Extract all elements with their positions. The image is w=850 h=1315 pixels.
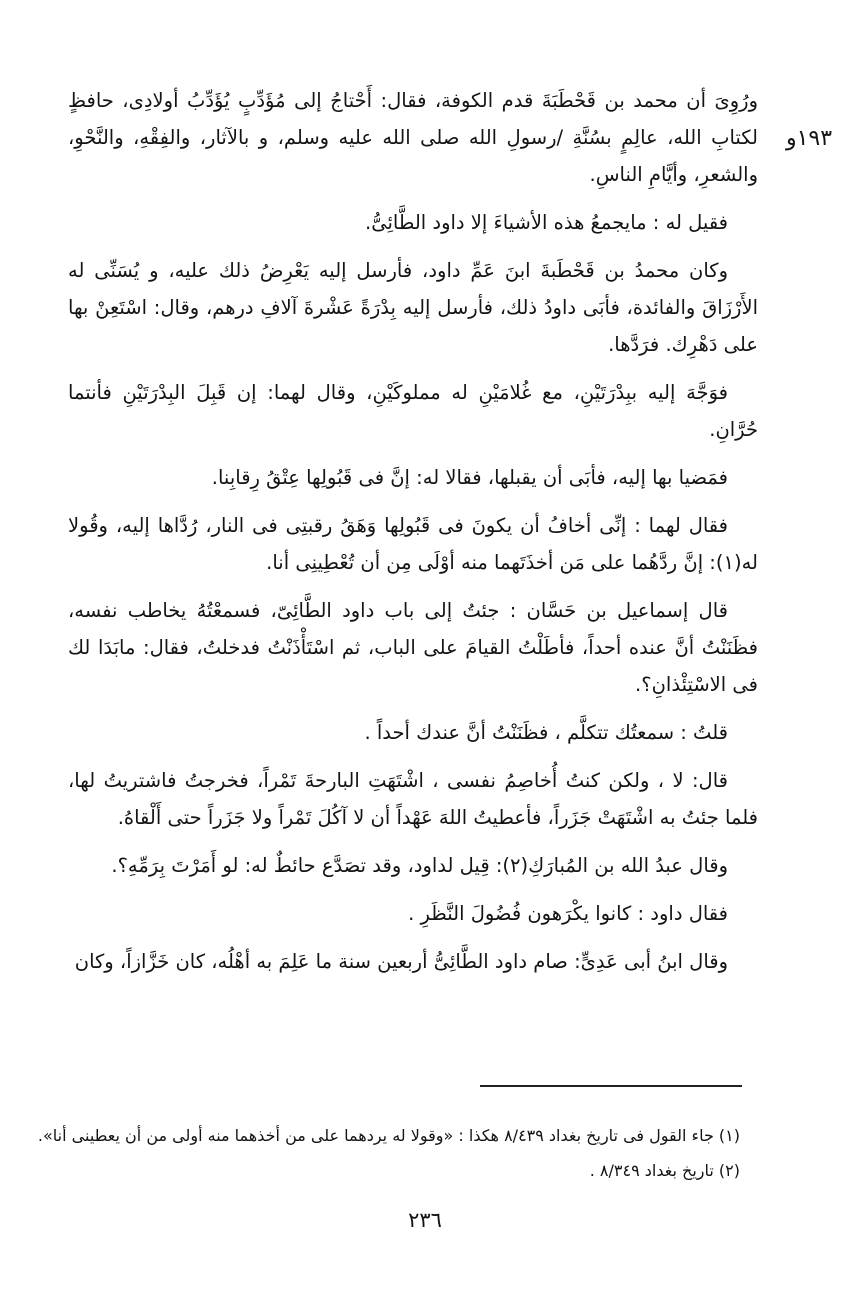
paragraph-12: وقال ابنُ أبى عَدِىٍّ: صام داود الطَّائِىُّ أربعين سنة ما عَلِمَ به أهْلُه، كان خَزَّازاً، وكان <box>74 950 728 973</box>
paragraph-2: فقيل له : مايجمعُ هذه الأشياءَ إلا داود الطَّائِىُّ. <box>365 211 728 234</box>
footnotes <box>37 1118 740 1188</box>
page-number: ٢٣٦ <box>408 1208 442 1232</box>
paragraph-3: وكان محمدُ بن قَحْطَبةَ ابنَ عَمِّ داود، فأرسل إليه يَعْرِضُ ذلك عليه، و يُسَنِّى له الأَرْزَاقَ والفائدة، فأبَى داودُ ذلك، فأرسل إليه بِدْرَةً عَشْرةَ آلافِ درهم، وقال: اسْتَعِنْ بها على دَهْرِك. فرَدَّها. <box>68 259 758 356</box>
footnote-divider <box>480 1085 742 1087</box>
paragraph-8: قلتُ : سمعتُك تتكلَّم ، فظَنَنْتُ أنَّ عندك أحداً . <box>364 721 728 744</box>
footnote-1: (١) جاء القول فى تاريخ بغداد ٨/٤٣٩ هكذا : «وقولا له يردهما على من أخذهما منه أولى من أن يعطينى أنا». <box>37 1126 740 1145</box>
paragraph-9: قال: لا ، ولكن كنتُ أُخاصِمُ نفسى ، اشْتَهَتِ البارحةَ تَمْراً، فخرجتُ فاشتريتُ لها، فلما جئتُ به اشْتَهَتْ جَزَراً، فأعطيتُ اللهَ عَهْداً أن لا آكُلَ تَمْراً ولا جَزَراً حتى أَلْقاهُ. <box>68 769 758 829</box>
manuscript-folio-marker: ١٩٣و <box>785 126 833 151</box>
paragraph-11: فقال داود : كانوا يكْرَهون فُضُولَ النَّظَرِ . <box>408 902 728 925</box>
paragraph-7: قال إسماعيل بن حَسَّان : جئتُ إلى باب داود الطَّائِىّ، فسمعْتُهُ يخاطب نفسه، فظَنَنْتُ أنَّ عنده أحداً، فأطَلْتُ القيامَ على الباب، ثم اسْتَأْذَنْتُ فدخلتُ، فقال: مابَدَا لك فى الاسْتِئْذانِ؟. <box>68 599 758 696</box>
paragraph-6: فقال لهما : إنِّى أخافُ أن يكونَ فى قَبُولِها وَهَقُ رقبتِى فى النار، رُدَّاها إليه، وقُولا له(١): إنَّ ردَّهُما على مَن أخذَتَهما منه أوْلَى مِن أن تُعْطِينِى أنا. <box>68 514 758 574</box>
paragraph-5: فمَضيا بها إليه، فأبَى أن يقبلها، فقالا له: إنَّ فى قَبُولِها عِتْقُ رِقابِنا. <box>211 466 728 489</box>
main-text <box>68 82 758 991</box>
paragraph-1: ورُوِىَ أن محمد بن قَحْطَبَةَ قدم الكوفة، فقال: أَحْتاجُ إلى مُؤَدِّبٍ يُؤَدِّبُ أولادِى، حافظٍ لكتابِ الله، عالِمٍ بسُنَّةِ /رسولِ الله صلى الله عليه وسلم، و بالآثار، والفِقْهِ، والنَّحْوِ، والشعرِ، وأيَّامِ الناسِ. <box>68 89 758 186</box>
paragraph-4: فوَجَّهَ إليه ببِدْرَتَيْنِ، مع غُلامَيْنِ له مملوكَيْنِ، وقال لهما: إن قَبِلَ البِدْرَتَيْنِ فأنتما حُرَّانِ. <box>68 381 758 441</box>
footnote-2: (٢) تاريخ بغداد ٨/٣٤٩ . <box>589 1161 740 1180</box>
paragraph-10: وقال عبدُ الله بن المُبارَكِ(٢): قِيل لداود، وقد تصَدَّع حائطٌ له: لو أَمَرْتَ بِرَمِّهِ؟. <box>111 854 728 877</box>
